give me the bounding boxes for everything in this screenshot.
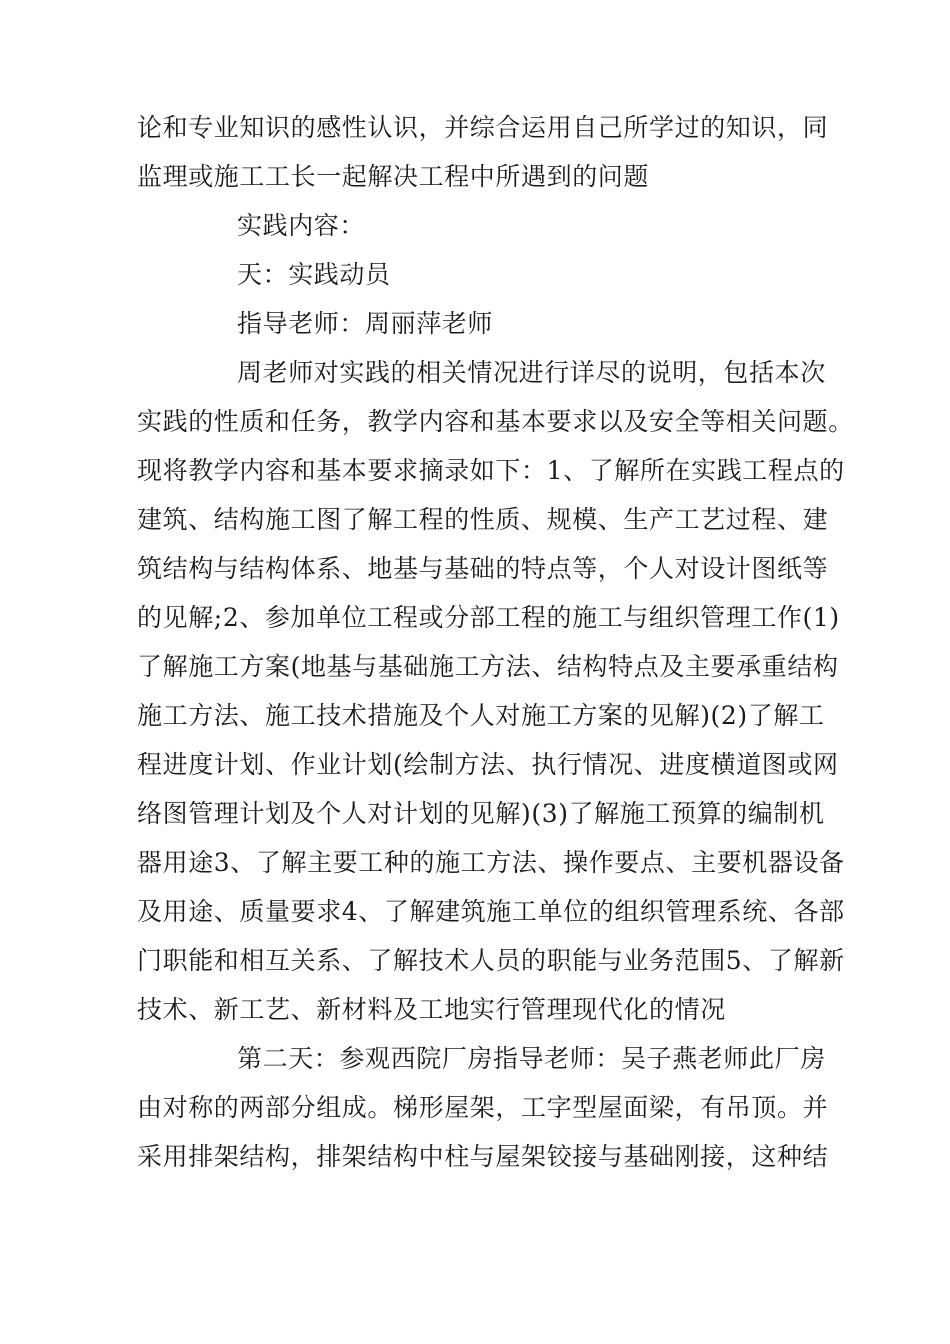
text-line: 现将教学内容和基本要求摘录如下：1、了解所在实践工程点的 <box>137 456 845 485</box>
text-line: 施工方法、施工技术措施及个人对施工方案的见解)(2)了解工 <box>137 701 825 730</box>
paragraph-start: 第二天：参观西院厂房指导老师：吴子燕老师此厂房 <box>237 1044 826 1073</box>
instructor-line: 指导老师：周丽萍老师 <box>237 309 494 338</box>
paragraph-start: 周老师对实践的相关情况进行详尽的说明，包括本次 <box>237 358 826 387</box>
body-text <box>137 103 857 1181</box>
text-line: 论和专业知识的感性认识，并综合运用自己所学过的知识，同 <box>137 113 829 142</box>
section-heading: 实践内容： <box>237 211 366 240</box>
text-line: 建筑、结构施工图了解工程的性质、规模、生产工艺过程、建 <box>137 505 829 534</box>
text-line: 了解施工方案(地基与基础施工方法、结构特点及主要承重结构 <box>137 652 839 681</box>
text-line: 络图管理计划及个人对计划的见解)(3)了解施工预算的编制机 <box>137 799 825 828</box>
text-line: 门职能和相互关系、了解技术人员的职能与业务范围5、了解新 <box>137 946 845 975</box>
text-line: 筑结构与结构体系、地基与基础的特点等，个人对设计图纸等 <box>137 554 829 583</box>
text-line: 的见解;2、参加单位工程或分部工程的施工与组织管理工作(1) <box>137 603 840 632</box>
text-line: 及用途、质量要求4、了解建筑施工单位的组织管理系统、各部 <box>137 897 845 926</box>
text-line: 监理或施工工长一起解决工程中所遇到的问题 <box>137 162 650 191</box>
text-line: 实践的性质和任务，教学内容和基本要求以及安全等相关问题。 <box>137 407 854 436</box>
text-line: 由对称的两部分组成。梯形屋架，工字型屋面梁，有吊顶。并 <box>137 1093 829 1122</box>
text-line: 器用途3、了解主要工种的施工方法、操作要点、主要机器设备 <box>137 848 845 877</box>
day-heading: 天：实践动员 <box>237 260 391 289</box>
text-line: 采用排架结构，排架结构中柱与屋架铰接与基础刚接，这种结 <box>137 1142 829 1171</box>
text-line: 程进度计划、作业计划(绘制方法、执行情况、进度横道图或网 <box>137 750 839 779</box>
text-line: 技术、新工艺、新材料及工地实行管理现代化的情况 <box>137 995 726 1024</box>
